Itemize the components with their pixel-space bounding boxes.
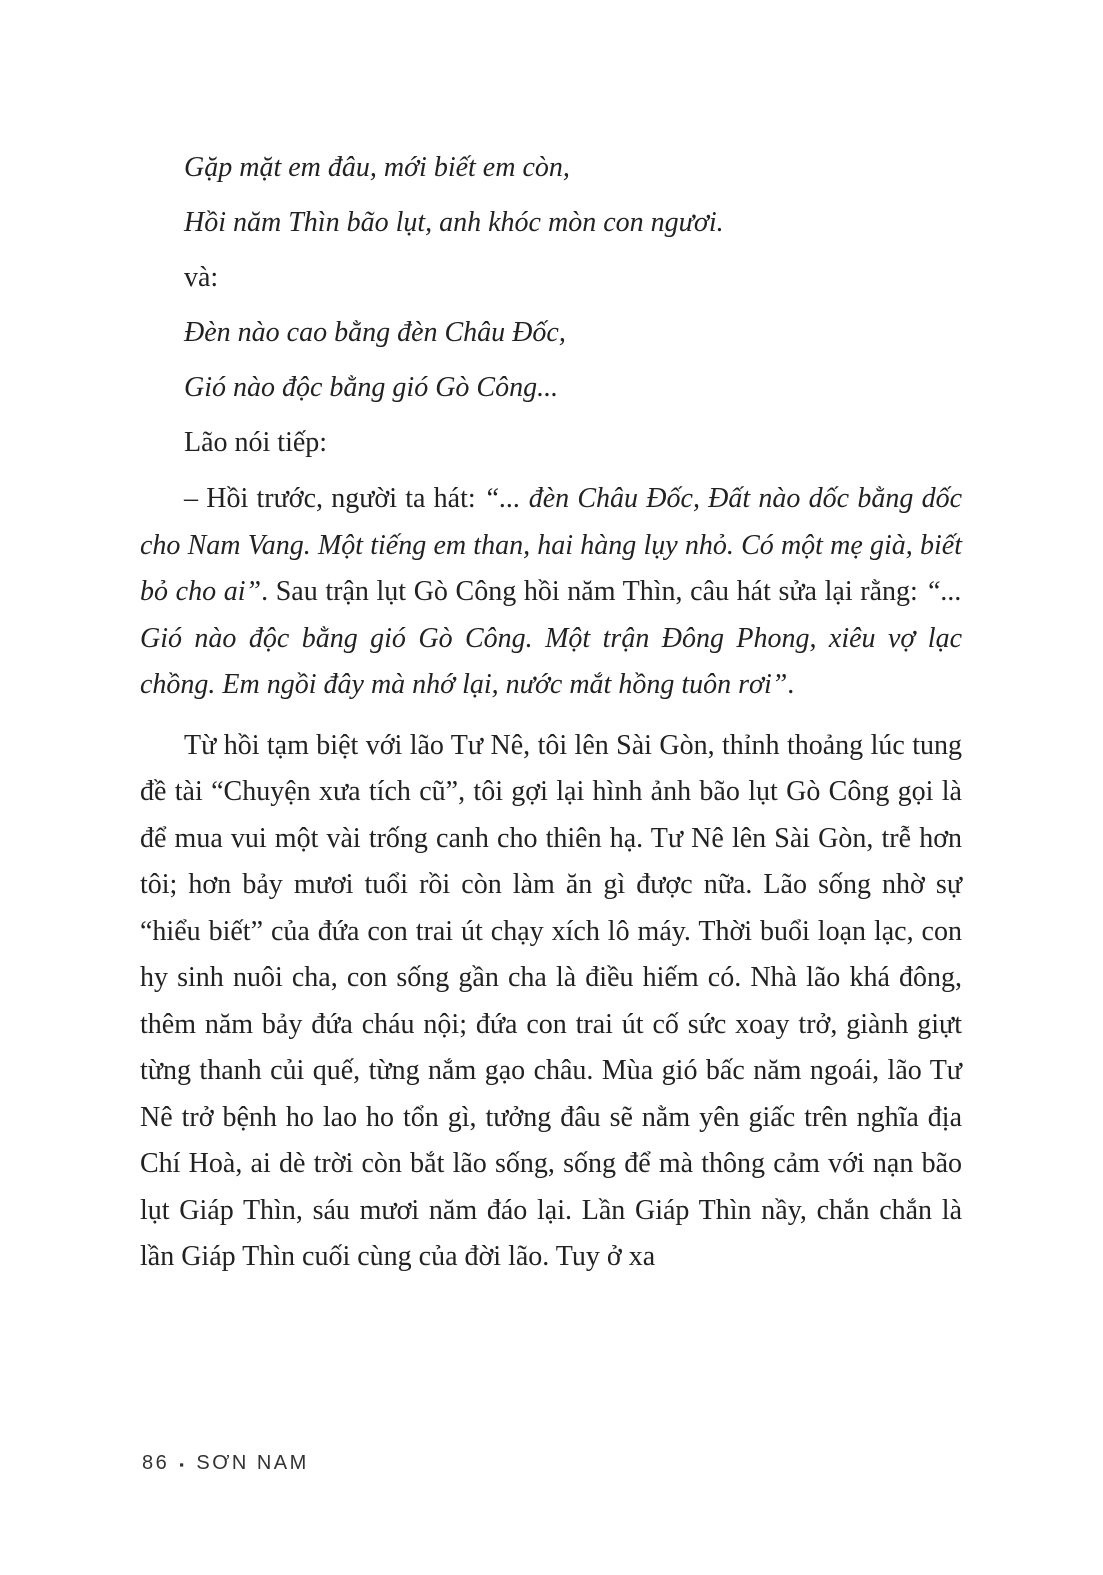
verse-line: Hồi năm Thìn bão lụt, anh khóc mòn con ngươi. <box>184 207 724 238</box>
quoted-song-segment: “... Gió nào độc bằng gió Gò Công. Một trận Đông Phong, xiêu vợ lạc chồng. Em ngồi đây mà nhớ lại, nước mắt hồng tuôn rơi” <box>140 576 962 700</box>
paragraph: Từ hồi tạm biệt với lão Tư Nê, tôi lên Sài Gòn, thỉnh thoảng lúc tung đề tài “Chuyện xưa tích cũ”, tôi gợi lại hình ảnh bão lụt Gò Công gọi là để mua vui một vài trống canh cho thiên hạ. Tư Nê lên Sài Gòn, trễ hơn tôi; hơn bảy mươi tuổi rồi còn làm ăn gì được nữa. Lão sống nhờ sự “hiểu biết” của đứa con trai út chạy xích lô máy. Thời buổi loạn lạc, con hy sinh nuôi cha, con sống gần cha là điều hiếm có. Nhà lão khá đông, thêm năm bảy đứa cháu nội; đứa con trai út cố sức xoay trở, giành giựt từng thanh củi quế, từng nắm gạo châu. Mùa gió bấc năm ngoái, lão Tư Nê trở bệnh ho lao ho tổn gì, tưởng đâu sẽ nằm yên giấc trên nghĩa địa Chí Hoà, ai dè trời còn bắt lão sống, sống để mà thông cảm với nạn bão lụt Giáp Thìn, sáu mươi năm đáo lại. Lần Giáp Thìn nầy, chắn chắn là lần Giáp Thìn cuối cùng của đời lão. Tuy ở xa <box>140 729 962 1272</box>
paragraph <box>140 476 962 709</box>
verse-line: Gió nào độc bằng gió Gò Công... <box>184 372 559 403</box>
book-title: SƠN NAM <box>196 1452 309 1474</box>
footer-separator-icon: ▪ <box>179 1457 187 1472</box>
page-footer <box>142 1452 309 1475</box>
paragraph-segment: – Hồi trước, người ta hát: <box>184 483 484 514</box>
verse-line: Đèn nào cao bằng đèn Châu Đốc, <box>184 317 566 348</box>
page-number: 86 <box>142 1452 170 1474</box>
quoted-song-segment: “... đèn Châu Đốc, Đất nào dốc bằng dốc cho Nam Vang. Một tiếng em than, hai hàng lụy nhỏ. Có một mẹ già, biết bỏ cho ai” <box>140 483 962 607</box>
paragraph-segment: . Sau trận lụt Gò Công hồi năm Thìn, câu hát sửa lại rằng: <box>261 576 926 607</box>
narration-lead-in: Lão nói tiếp: <box>184 427 328 458</box>
paragraph-segment: . <box>787 669 795 700</box>
verse-connector-text: và: <box>184 262 219 293</box>
verse-line: Gặp mặt em đâu, mới biết em còn, <box>184 152 570 183</box>
verse-block <box>140 140 962 470</box>
book-page <box>140 140 962 1281</box>
